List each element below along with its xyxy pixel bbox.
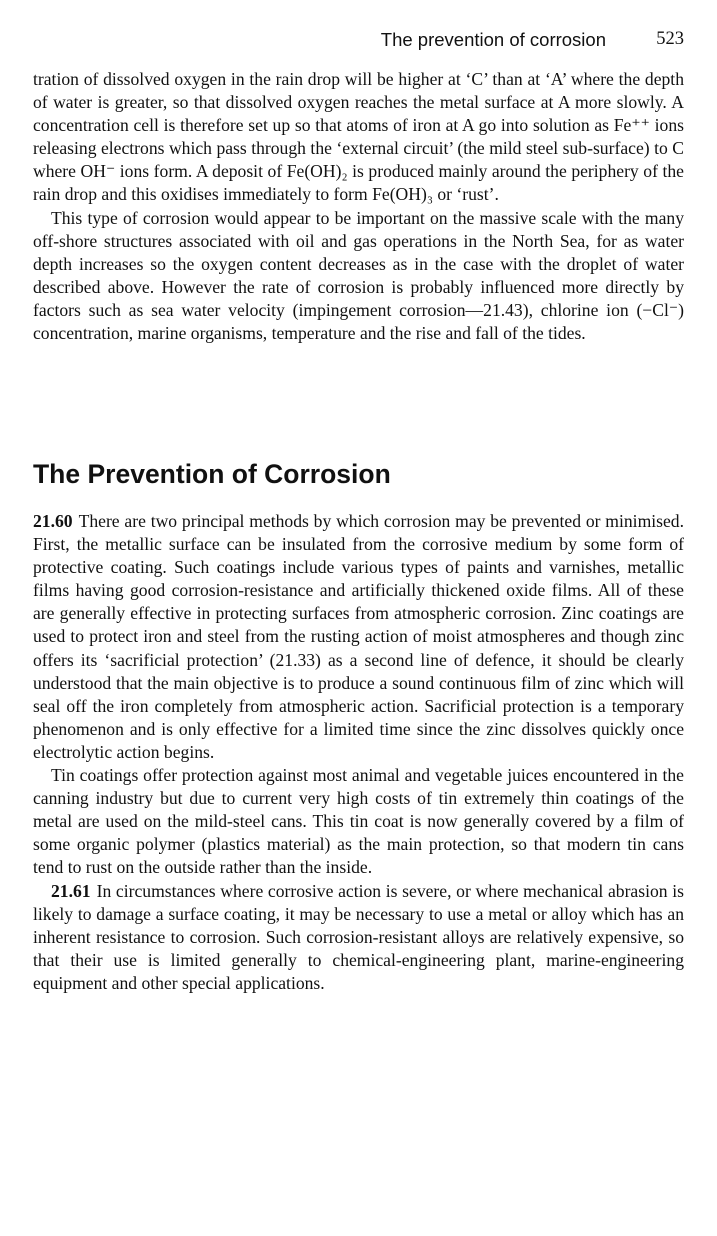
paragraph-text: There are two principal methods by which corrosion may be prevented or minimised. First, the metallic surface can be insulated from the corrosive medium by some form of protective coating. Such coatings include various types of paints and varnishes, metallic films having good corrosion-resistance and artificially thickened oxide films. All of these are generally effective in protecting surfaces from atmospheric corrosion. Zinc coatings are used to protect iron and steel from the rusting action of moist atmospheres and though zinc offers its ‘sacrificial protection’ (21.33) as a second line of defence, it should be clearly understood that the main objective is to produce a sound continuous film of zinc which will seal off the iron completely from atmospheric action. Sacrificial protection is a temporary phenomenon and is only effective for a limited time since the zinc dissolves quickly once electrolytic action begins. — [33, 511, 684, 762]
paragraph-21-61 — [33, 880, 684, 995]
paragraph-tin-coatings: Tin coatings offer protection against most animal and vegetable juices encountered in the canning industry but due to current very high costs of tin extremely thin coatings of the metal are used on the mild-steel cans. This tin coat is now generally covered by a film of some organic polymer (plastics material) as the main protection, so that modern tin cans tend to rust on the outside rather than the inside. — [33, 765, 684, 878]
page-number: 523 — [656, 29, 684, 49]
paragraph-text: In circumstances where corrosive action is severe, or where mechanical abrasion is likely to damage a surface coating, it may be necessary to use a metal or alloy which has an inherent resistance to corrosion. Such corrosion-resistant alloys are relatively expensive, so that their use is limited generally to chemical-engineering plant, marine-engineering equipment and other special applications. — [33, 880, 684, 993]
paragraph-21-60 — [33, 510, 684, 764]
book-page — [33, 0, 684, 1236]
paragraph-offshore-corrosion: This type of corrosion would appear to be important on the massive scale with the many off-shore structures associated with oil and gas operations in the North Sea, for as water depth increases so the oxygen content decreases as in the case with the droplet of water described above. However the rate of corrosion is probably influenced more directly by factors such as sea water velocity (impingement corrosion—21.43), chlorine ion (−Cl⁻) concentration, marine organisms, temperature and the rise and fall of the tides. — [33, 207, 684, 344]
continued-text-block — [33, 68, 684, 345]
running-header — [33, 29, 684, 53]
paragraph-number: 21.61 — [51, 880, 91, 901]
running-title: The prevention of corrosion — [380, 29, 606, 50]
paragraph-number: 21.60 — [33, 511, 73, 531]
paragraph-continued: tration of dissolved oxygen in the rain drop will be higher at ‘C’ than at ‘A’ where the depth of water is greater, so that dissolved oxygen reaches the metal surface at A more slowly. A concentration cell is therefore set up so that atoms of iron at A go into solution as Fe⁺⁺ ions releasing electrons which pass through the ‘external circuit’ (the mild steel sub-surface) to C where OH⁻ ions form. A deposit of Fe(OH)₂ is produced mainly around the periphery of the rain drop and this oxidises immediately to form Fe(OH)₃ or ‘rust’. — [33, 69, 684, 205]
section-body — [33, 510, 684, 995]
section-heading: The Prevention of Corrosion — [33, 459, 391, 489]
